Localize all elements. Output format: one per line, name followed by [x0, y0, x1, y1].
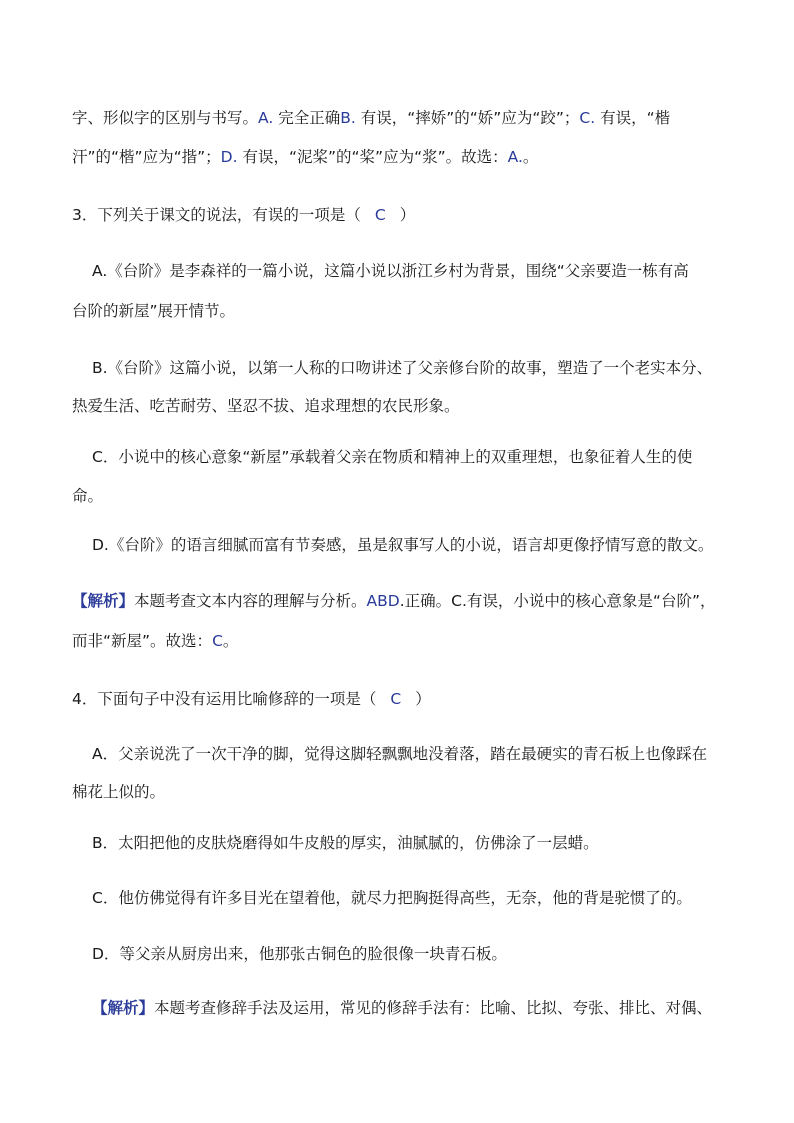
- q4-option-a-line-2: 棉花上似的。: [72, 783, 166, 801]
- q3-analysis-line-2: 而非“新屋”。故选：C。: [72, 632, 239, 650]
- continuation-line-2: 汗”的“楷”应为“揩”；D. 有误，“泥桨”的“桨”应为“浆”。故选：A.。: [72, 148, 539, 166]
- q4-analysis-line-1: 【解析】本题考查修辞手法及运用，常见的修辞手法有：比喻、比拟、夸张、排比、对偶、: [92, 999, 713, 1017]
- q3-option-b-line-1: B.《台阶》这篇小说，以第一人称的口吻讲述了父亲修台阶的故事，塑造了一个老实本分、: [92, 359, 713, 377]
- analysis-tag: 【解析】: [72, 592, 135, 610]
- analysis-tag: 【解析】: [92, 999, 155, 1017]
- q4-option-c-line-1: C．他仿佛觉得有许多目光在望着他，就尽力把胸挺得高些，无奈，他的背是驼惯了的。: [92, 889, 692, 907]
- q4-option-d-line-1: D．等父亲从厨房出来，他那张古铜色的脸很像一块青石板。: [92, 945, 507, 963]
- continuation-line-1: 字、形似字的区别与书写。A. 完全正确B. 有误，“摔娇”的“娇”应为“跤”；C. 有误，“楷: [72, 109, 671, 127]
- q3-option-a-line-1: A.《台阶》是李森祥的一篇小说，这篇小说以浙江乡村为背景，围绕“父亲要造一栋有高: [92, 262, 689, 280]
- question-4-stem: 4．下面句子中没有运用比喻修辞的一项是（ C ）: [72, 690, 431, 708]
- question-3-answer: C: [374, 206, 386, 224]
- question-3-stem: 3．下列关于课文的说法，有误的一项是（ C ）: [72, 206, 416, 224]
- q3-option-b-line-2: 热爱生活、吃苦耐劳、坚忍不拔、追求理想的农民形象。: [72, 397, 460, 415]
- q4-option-a-line-1: A．父亲说洗了一次干净的脚，觉得这脚轻飘飘地没着落，踏在最硬实的青石板上也像踩在: [92, 745, 708, 763]
- question-4-answer: C: [390, 690, 402, 708]
- q3-option-d-line-1: D.《台阶》的语言细腻而富有节奏感，虽是叙事写人的小说，语言却更像抒情写意的散文。: [92, 536, 714, 554]
- q4-option-b-line-1: B．太阳把他的皮肤烧磨得如牛皮般的厚实，油腻腻的，仿佛涂了一层蜡。: [92, 834, 599, 852]
- q3-option-c-line-1: C．小说中的核心意象“新屋”承载着父亲在物质和精神上的双重理想，也象征着人生的使: [92, 448, 693, 466]
- q3-option-a-line-2: 台阶的新屋”展开情节。: [72, 302, 236, 320]
- q3-option-c-line-2: 命。: [72, 487, 104, 505]
- q3-analysis-line-1: 【解析】本题考查文本内容的理解与分析。ABD.正确。C.有误，小说中的核心意象是“台阶”，: [72, 592, 716, 610]
